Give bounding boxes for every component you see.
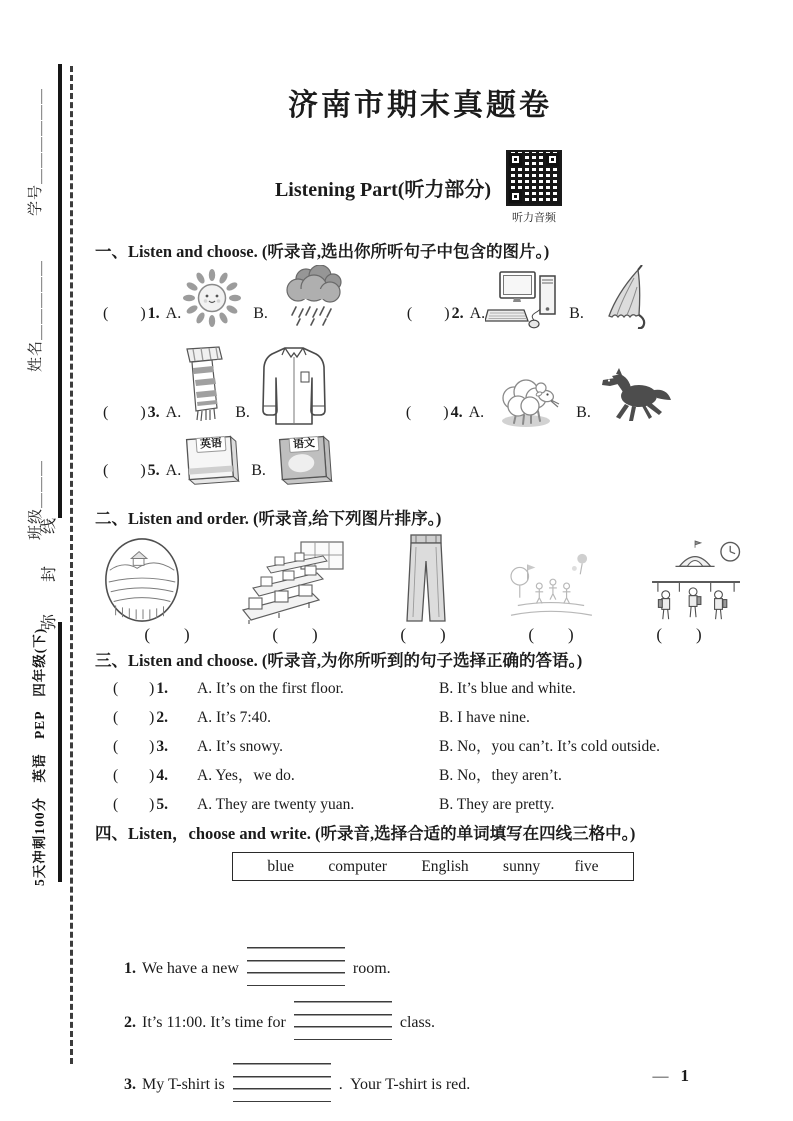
option-b-text: B. No，you can’t. It’s cold outside. bbox=[439, 738, 660, 755]
option-b-label: B. bbox=[576, 404, 591, 421]
answer-slot[interactable]: ( ) bbox=[113, 767, 155, 784]
answer-slot[interactable]: ( ) bbox=[113, 709, 155, 726]
option-b-label: B. bbox=[235, 404, 250, 421]
question-row-1 bbox=[113, 676, 747, 705]
listening-part-header bbox=[95, 150, 745, 225]
question-item-2 bbox=[407, 265, 656, 329]
answer-slot[interactable]: ( ) bbox=[103, 305, 146, 322]
page-title: 济南市期末真题卷 bbox=[288, 89, 552, 122]
school-gate-icon bbox=[650, 539, 743, 625]
option-a-text: A. It’s on the first floor. bbox=[197, 680, 344, 697]
rain-cloud-icon bbox=[276, 265, 352, 329]
answer-slot[interactable]: ( ) bbox=[144, 625, 190, 644]
qr-finder-icon bbox=[509, 153, 522, 166]
page-number: 1 bbox=[680, 1066, 689, 1085]
sentence-after: class. bbox=[399, 1014, 435, 1031]
section1-row1 bbox=[103, 265, 656, 329]
english-book-label: 英语 bbox=[196, 436, 227, 453]
student-number-field[interactable]: 学号＿＿＿＿＿＿ bbox=[28, 87, 44, 216]
sentence-3 bbox=[108, 1023, 471, 1093]
option-b-text: B. No，they aren’t. bbox=[439, 767, 562, 784]
question-item-4 bbox=[406, 368, 673, 428]
option-a-label: A. bbox=[468, 404, 485, 421]
writing-blank[interactable] bbox=[233, 1063, 331, 1102]
question-item-3 bbox=[103, 344, 330, 428]
option-b-text: B. They are pretty. bbox=[439, 796, 555, 813]
answer-slot[interactable]: ( ) bbox=[272, 625, 318, 644]
chinese-book-label: 语文 bbox=[288, 436, 319, 453]
option-a-label: A. bbox=[469, 305, 486, 322]
qr-label: 听力音频 bbox=[512, 212, 557, 224]
option-a-text: A. They are twenty yuan. bbox=[197, 796, 355, 813]
cut-dashed-line bbox=[70, 66, 73, 1064]
page-footer bbox=[653, 1066, 690, 1086]
qr-code-icon[interactable] bbox=[506, 150, 562, 206]
sentence-before: It’s 11:00. It’s time for bbox=[142, 1014, 286, 1031]
section2-answer-row bbox=[103, 620, 743, 645]
section2-images bbox=[103, 533, 743, 625]
question-item-5 bbox=[103, 432, 334, 486]
option-b-text: B. I have nine. bbox=[439, 709, 530, 726]
option-a-text: A. Yes，we do. bbox=[197, 767, 295, 784]
word-bank bbox=[232, 852, 634, 881]
sentence-after: . Your T-shirt is red. bbox=[338, 1076, 471, 1093]
seal-line-top bbox=[58, 64, 62, 518]
seal-line-label: 弥 封 线 bbox=[41, 517, 58, 630]
shirt-icon bbox=[258, 344, 330, 428]
sentence-number: 3. bbox=[124, 1076, 136, 1093]
question-number: 4. bbox=[450, 404, 463, 421]
option-b-label: B. bbox=[569, 305, 584, 322]
sentence-1 bbox=[108, 907, 391, 977]
section1-heading: 一、Listen and choose. (听录音,选出你所听句子中包含的图片。) bbox=[95, 242, 550, 261]
section3-rows bbox=[113, 676, 747, 821]
question-number: 1. bbox=[156, 680, 168, 697]
qr-finder-icon bbox=[546, 153, 559, 166]
class-field[interactable]: 班级＿＿＿ bbox=[28, 459, 44, 540]
option-b-label: B. bbox=[251, 462, 266, 479]
seal-line-bottom bbox=[58, 622, 62, 882]
footer-dash: — bbox=[652, 1068, 669, 1085]
option-a-label: A. bbox=[165, 404, 182, 421]
pants-icon bbox=[402, 533, 450, 625]
sentence-number: 2. bbox=[124, 1014, 136, 1031]
park-scene-icon bbox=[506, 547, 594, 625]
option-a-label: A. bbox=[165, 462, 182, 479]
question-number: 1. bbox=[147, 305, 160, 322]
question-number: 3. bbox=[156, 738, 168, 755]
sentence-2 bbox=[108, 961, 435, 1031]
question-row-2 bbox=[113, 705, 747, 734]
word-bank-item: blue bbox=[267, 857, 295, 875]
question-number: 5. bbox=[156, 796, 168, 813]
answer-slot[interactable]: ( ) bbox=[103, 404, 146, 421]
option-a-text: A. It’s snowy. bbox=[197, 738, 283, 755]
sentence-before: We have a new bbox=[142, 960, 239, 977]
question-number: 3. bbox=[147, 404, 160, 421]
option-b-text: B. It’s blue and white. bbox=[439, 680, 576, 697]
student-name-field[interactable]: 姓名＿＿＿＿＿ bbox=[28, 259, 44, 372]
qr-finder-icon bbox=[509, 190, 522, 203]
scarf-icon bbox=[181, 346, 225, 428]
section1-row3 bbox=[103, 432, 334, 486]
question-row-3 bbox=[113, 734, 747, 763]
sheep-icon bbox=[484, 370, 566, 428]
word-bank-item: sunny bbox=[503, 857, 541, 875]
answer-slot[interactable]: ( ) bbox=[406, 305, 450, 322]
section4-heading: 四、Listen，choose and write. (听录音,选择合适的单词填写在四线三格中。) bbox=[95, 824, 636, 843]
question-item-1 bbox=[103, 265, 352, 329]
word-bank-item: English bbox=[421, 857, 469, 875]
answer-slot[interactable]: ( ) bbox=[113, 738, 155, 755]
qr-block bbox=[503, 150, 565, 225]
question-number: 4. bbox=[156, 767, 168, 784]
answer-slot[interactable]: ( ) bbox=[103, 462, 146, 479]
english-book-icon bbox=[181, 432, 241, 486]
question-number: 5. bbox=[147, 462, 160, 479]
answer-slot[interactable]: ( ) bbox=[113, 680, 155, 697]
word-bank-item: computer bbox=[328, 857, 387, 875]
answer-slot[interactable]: ( ) bbox=[113, 796, 155, 813]
word-bank-item: five bbox=[574, 857, 599, 875]
question-number: 2. bbox=[451, 305, 464, 322]
option-a-text: A. It’s 7:40. bbox=[197, 709, 272, 726]
workbook-title: 5天冲刺100分 英语 PEP 四年级(下) bbox=[32, 627, 47, 886]
option-a-label: A. bbox=[165, 305, 182, 322]
section2-heading: 二、Listen and order. (听录音,给下列图片排序。) bbox=[95, 509, 442, 528]
listening-part-title: Listening Part(听力部分) bbox=[274, 179, 492, 201]
horse-icon bbox=[599, 368, 673, 428]
sentence-after: room. bbox=[352, 960, 391, 977]
answer-slot[interactable]: ( ) bbox=[656, 625, 702, 644]
question-number: 2. bbox=[156, 709, 168, 726]
option-b-label: B. bbox=[253, 305, 268, 322]
sentence-number: 1. bbox=[124, 960, 136, 977]
section3-heading: 三、Listen and choose. (听录音,为你所听到的句子选择正确的答语。) bbox=[95, 651, 583, 670]
answer-slot[interactable]: ( ) bbox=[405, 404, 449, 421]
answer-slot[interactable]: ( ) bbox=[528, 625, 574, 644]
computer-room-icon bbox=[239, 540, 345, 625]
sentence-before: My T-shirt is bbox=[142, 1076, 225, 1093]
sun-icon bbox=[181, 267, 243, 329]
farm-scene-icon bbox=[103, 537, 183, 625]
question-row-5 bbox=[113, 792, 747, 821]
umbrella-icon bbox=[592, 265, 656, 329]
computer-icon bbox=[485, 271, 559, 329]
answer-slot[interactable]: ( ) bbox=[400, 625, 446, 644]
section1-row2 bbox=[103, 344, 673, 428]
question-row-4 bbox=[113, 763, 747, 792]
chinese-book-icon bbox=[274, 432, 334, 486]
